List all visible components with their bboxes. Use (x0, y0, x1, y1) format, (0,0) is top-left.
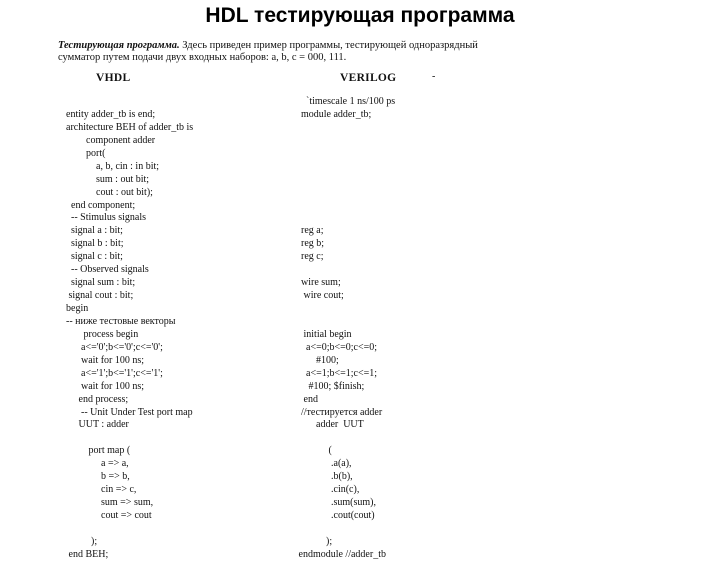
vhdl-code-line (66, 432, 193, 445)
verilog-code-line: ); (296, 535, 333, 547)
verilog-code-line (296, 212, 395, 225)
verilog-code-line (296, 122, 395, 135)
vhdl-code-line: cout => cout (66, 510, 152, 521)
verilog-code-line (296, 161, 395, 174)
verilog-code-line: wire cout; (296, 290, 344, 302)
vhdl-code-block (66, 96, 193, 562)
verilog-code-line: initial begin (296, 328, 352, 340)
verilog-code-block (296, 96, 395, 562)
vhdl-code-line: sum => sum, (66, 497, 154, 509)
verilog-code-line: wire sum; (296, 277, 341, 289)
verilog-code-line: reg a; (296, 225, 324, 237)
vhdl-code-line: cout : out bit); (66, 186, 153, 198)
vhdl-code-line: port( (66, 147, 106, 159)
vhdl-code-line: entity adder_tb is end; (66, 108, 156, 120)
verilog-code-line: reg c; (296, 251, 324, 263)
verilog-code-line: end (296, 393, 318, 405)
verilog-code-line: a<=1;b<=1;c<=1; (296, 367, 378, 379)
verilog-code-line: .cout(cout) (296, 510, 375, 521)
vhdl-code-line: a, b, cin : in bit; (66, 160, 160, 172)
verilog-code-line (296, 264, 395, 277)
verilog-heading: VERILOG (340, 72, 397, 84)
intro-lead: Тестирующая программа. (58, 40, 180, 51)
vhdl-code-line: wait for 100 ns; (66, 354, 145, 366)
vhdl-code-line: signal sum : bit; (66, 277, 136, 289)
vhdl-code-line: end BEH; (66, 548, 109, 560)
vhdl-code-line: signal a : bit; (66, 225, 123, 237)
verilog-code-line: endmodule //adder_tb (296, 548, 386, 560)
vhdl-code-line: component adder (66, 134, 156, 146)
vhdl-code-line: -- Stimulus signals (66, 212, 147, 224)
vhdl-code-line: ); (66, 535, 98, 547)
vhdl-code-line: a<='1';b<='1';c<='1'; (66, 367, 163, 379)
verilog-code-line: .sum(sum), (296, 497, 376, 509)
vhdl-heading: VHDL (96, 72, 131, 84)
vhdl-code-line: -- ниже тестовые векторы (66, 315, 176, 327)
verilog-code-line (296, 303, 395, 316)
vhdl-code-line: -- Observed signals (66, 264, 149, 276)
verilog-code-line: //тестируется adder (296, 406, 383, 418)
vhdl-code-line (66, 523, 193, 536)
vhdl-code-line: begin (66, 303, 89, 314)
vhdl-code-line: a => a, (66, 458, 129, 470)
intro-paragraph (58, 40, 498, 64)
vhdl-code-line: end component; (66, 199, 136, 211)
verilog-code-line: `timescale 1 ns/100 ps (296, 96, 396, 107)
verilog-code-line (296, 148, 395, 161)
verilog-code-line: reg b; (296, 238, 325, 250)
stray-mark: - (432, 71, 436, 82)
vhdl-code-line: port map ( (66, 445, 131, 457)
vhdl-code-line: cin => c, (66, 484, 137, 496)
vhdl-code-line: sum : out bit; (66, 173, 150, 185)
vhdl-code-line: architecture BEH of adder_tb is (66, 121, 194, 133)
vhdl-code-line: UUT : adder (66, 419, 129, 431)
verilog-code-line: .cin(c), (296, 484, 360, 496)
vhdl-code-line: signal b : bit; (66, 238, 124, 250)
slide-title: HDL тестирующая программа (205, 4, 515, 27)
vhdl-code-line: wait for 100 ns; (66, 380, 145, 392)
intro-text: Здесь приведен пример программы, тестирующей одноразрядный сумматор путем подачи двух входных наборов: a, b, c = 000, 111. (58, 40, 478, 63)
verilog-code-line (296, 187, 395, 200)
verilog-code-line (296, 432, 395, 445)
vhdl-code-line: b => b, (66, 471, 130, 483)
vhdl-code-line: end process; (66, 393, 129, 405)
vhdl-code-line: -- Unit Under Test port map (66, 406, 193, 418)
verilog-code-line: a<=0;b<=0;c<=0; (296, 341, 378, 353)
vhdl-code-line (66, 96, 193, 109)
verilog-code-line: .b(b), (296, 471, 353, 483)
verilog-code-line (296, 523, 395, 536)
verilog-code-line (296, 200, 395, 213)
vhdl-code-line: a<='0';b<='0';c<='0'; (66, 341, 163, 353)
verilog-code-line (296, 316, 395, 329)
verilog-code-line: #100; (296, 354, 339, 366)
vhdl-code-line: signal cout : bit; (66, 290, 134, 302)
verilog-code-line: ( (296, 445, 332, 457)
verilog-code-line: module adder_tb; (296, 108, 372, 120)
verilog-code-line: .a(a), (296, 458, 352, 470)
vhdl-code-line: process begin (66, 328, 139, 340)
verilog-code-line (296, 135, 395, 148)
verilog-code-line: #100; $finish; (296, 380, 365, 392)
verilog-code-line: adder UUT (296, 419, 364, 431)
vhdl-code-line: signal c : bit; (66, 251, 123, 263)
verilog-code-line (296, 174, 395, 187)
